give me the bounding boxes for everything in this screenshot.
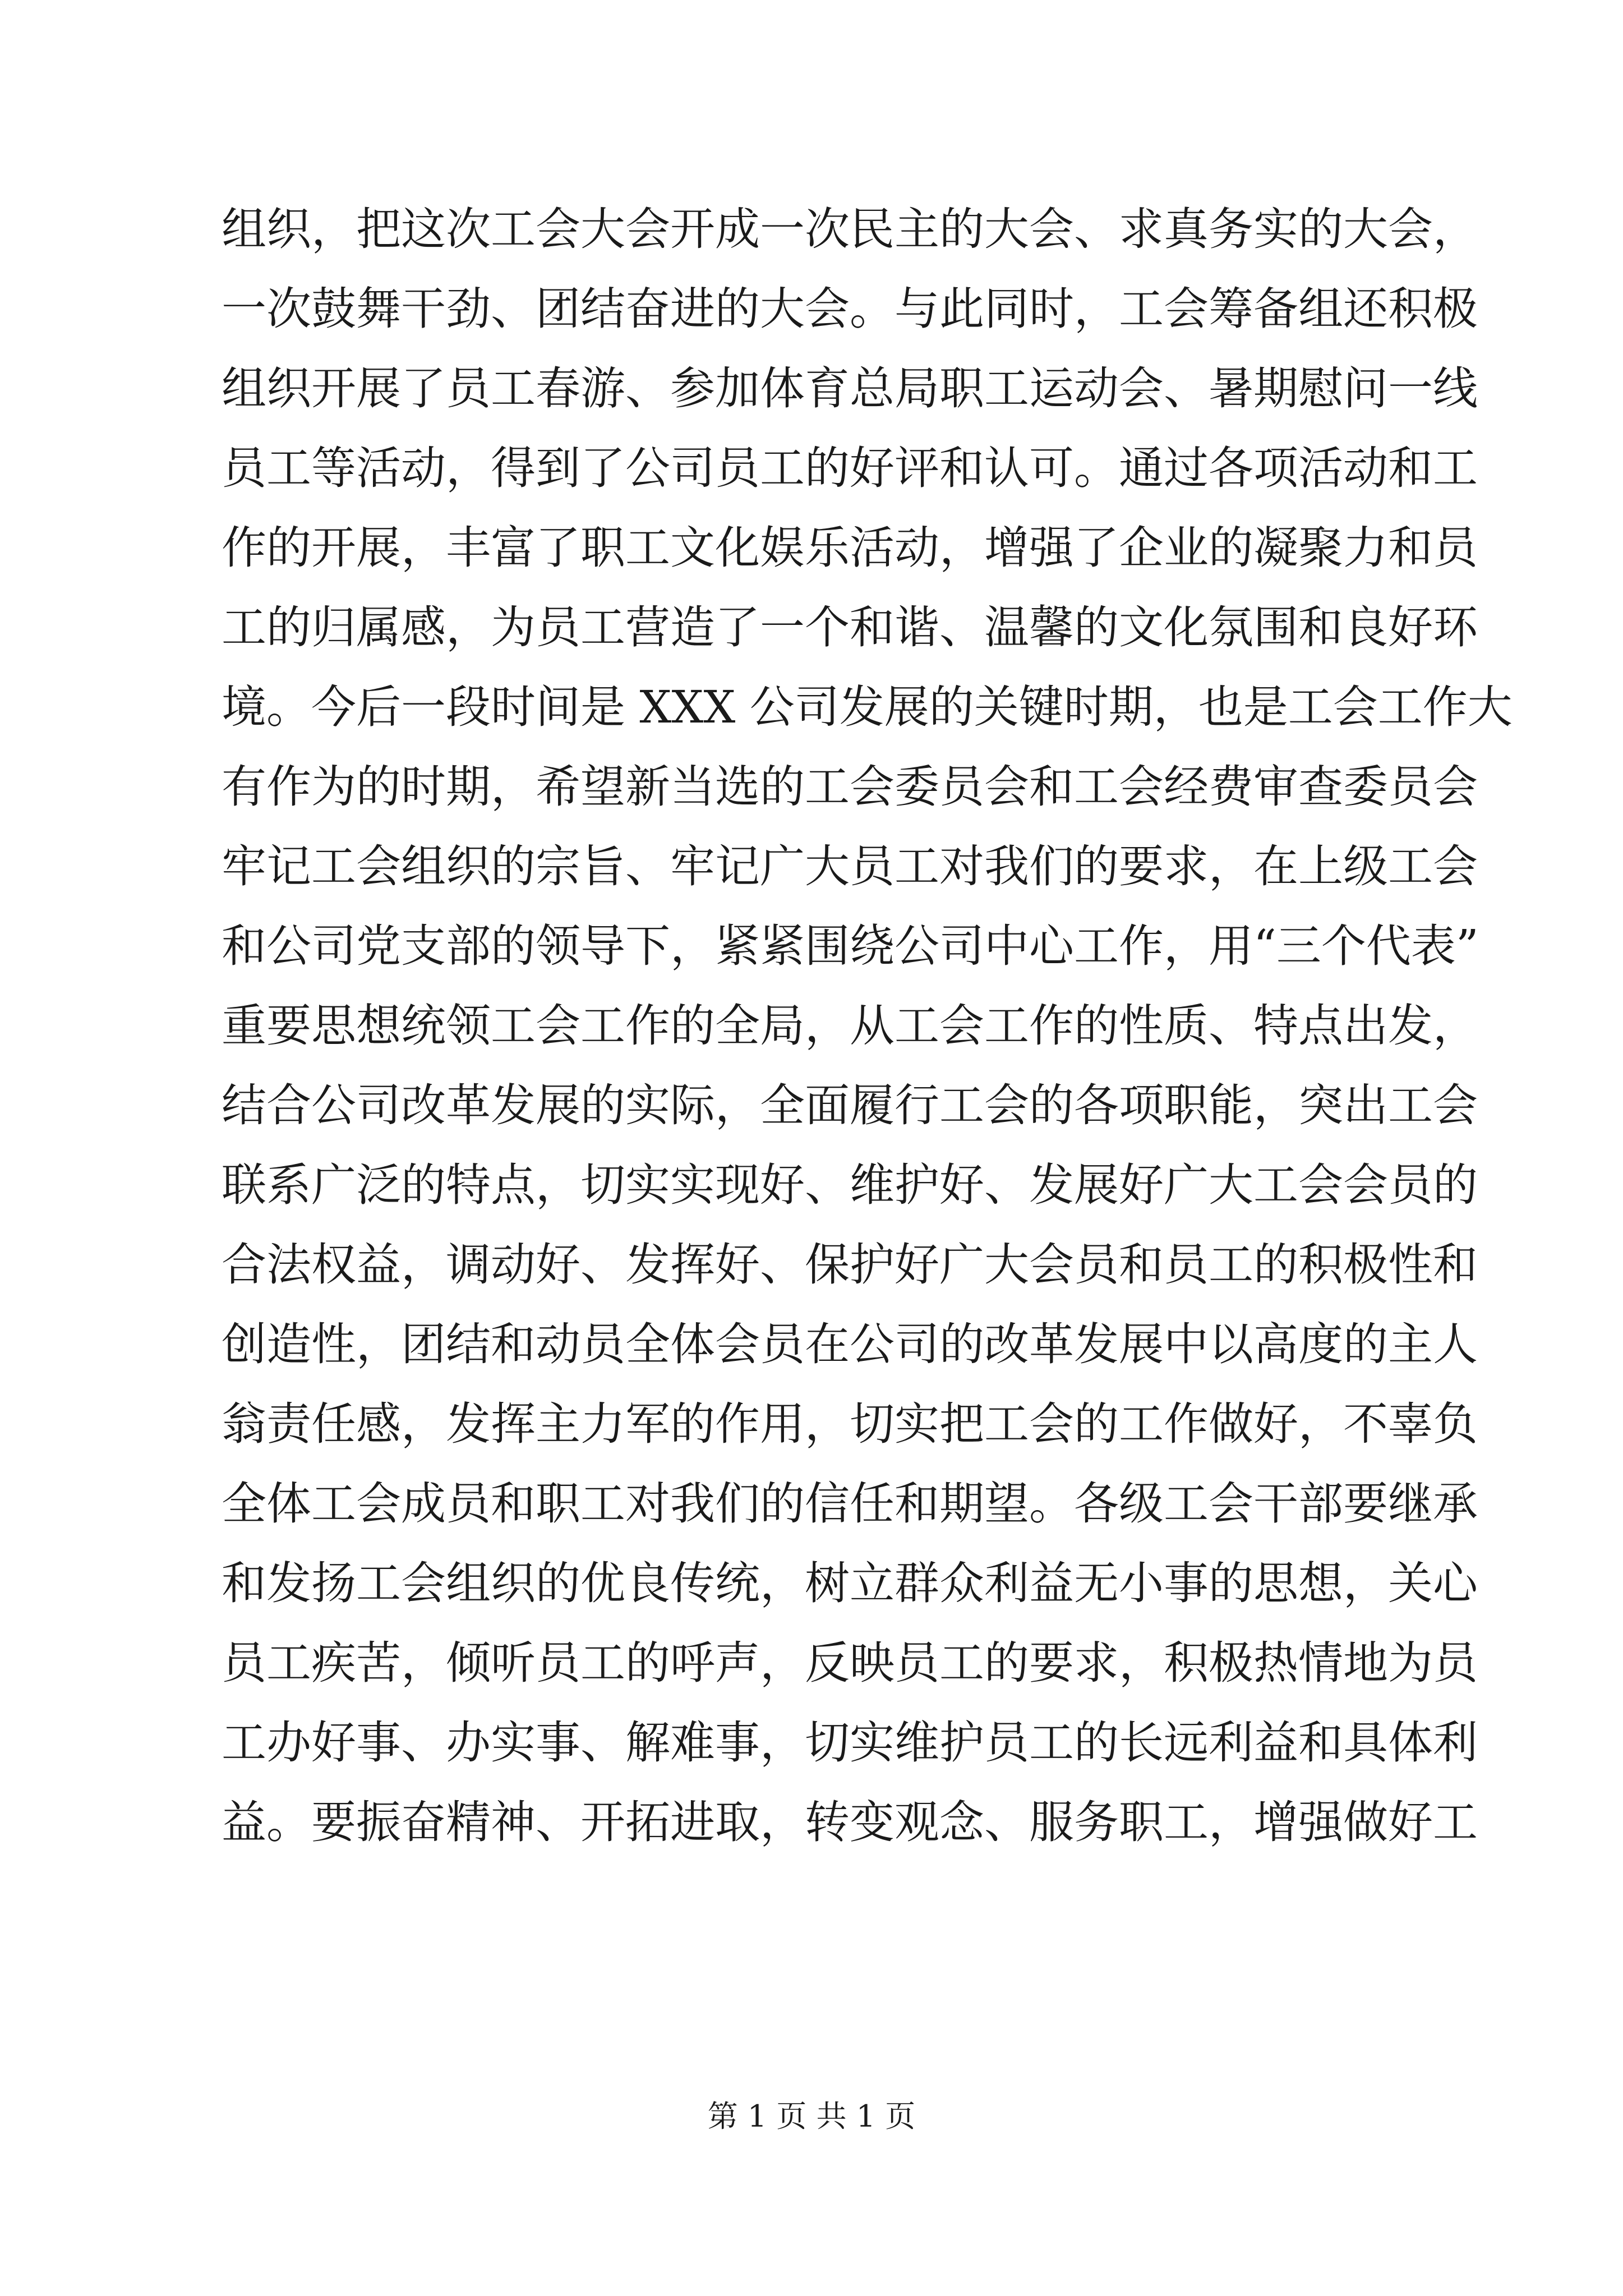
text-line: 和发扬工会组织的优良传统，树立群众利益无小事的思想，关心 [222, 1557, 1478, 1609]
text-line: 员工等活动，得到了公司员工的好评和认可。通过各项活动和工 [222, 442, 1478, 494]
text-line: 牢记工会组织的宗旨、牢记广大员工对我们的要求，在上级工会 [222, 840, 1478, 892]
text-line: 全体工会成员和职工对我们的信任和期望。各级工会干部要继承 [222, 1478, 1478, 1530]
text-line: 联系广泛的特点，切实实现好、维护好、发展好广大工会会员的 [222, 1159, 1478, 1211]
text-line: 合法权益，调动好、发挥好、保护好广大会员和员工的积极性和 [222, 1239, 1478, 1291]
text-line: 作的开展，丰富了职工文化娱乐活动，增强了企业的凝聚力和员 [222, 522, 1478, 574]
text-line: 重要思想统领工会工作的全局，从工会工作的性质、特点出发， [222, 1000, 1478, 1052]
text-line: 组织开展了员工春游、参加体育总局职工运动会、暑期慰问一线 [222, 362, 1478, 415]
text-line: 工办好事、办实事、解难事，切实维护员工的长远利益和具体利 [222, 1717, 1478, 1769]
text-line: 创造性，团结和动员全体会员在公司的改革发展中以高度的主人 [222, 1318, 1478, 1370]
text-line: 境。今后一段时间是 XXX 公司发展的关键时期，也是工会工作大 [222, 681, 1513, 733]
text-line: 翁责任感，发挥主力军的作用，切实把工会的工作做好，不辜负 [222, 1398, 1478, 1450]
text-line: 益。要振奋精神、开拓进取，转变观念、服务职工，增强做好工 [222, 1796, 1478, 1848]
text-line: 有作为的时期，希望新当选的工会委员会和工会经费审查委员会 [222, 761, 1478, 813]
text-line: 组织，把这次工会大会开成一次民主的大会、求真务实的大会， [222, 203, 1478, 255]
text-line: 员工疾苦，倾听员工的呼声，反映员工的要求，积极热情地为员 [222, 1637, 1478, 1689]
body-text [222, 190, 1513, 1862]
text-line: 一次鼓舞干劲、团结奋进的大会。与此同时，工会筹备组还积极 [222, 283, 1478, 335]
page-footer: 第 1 页 共 1 页 [707, 2099, 916, 2134]
text-line: 工的归属感，为员工营造了一个和谐、温馨的文化氛围和良好环 [222, 601, 1478, 654]
text-line: 结合公司改革发展的实际，全面履行工会的各项职能，突出工会 [222, 1079, 1478, 1131]
text-line: 和公司党支部的领导下，紧紧围绕公司中心工作，用“三个代表” [222, 920, 1479, 972]
